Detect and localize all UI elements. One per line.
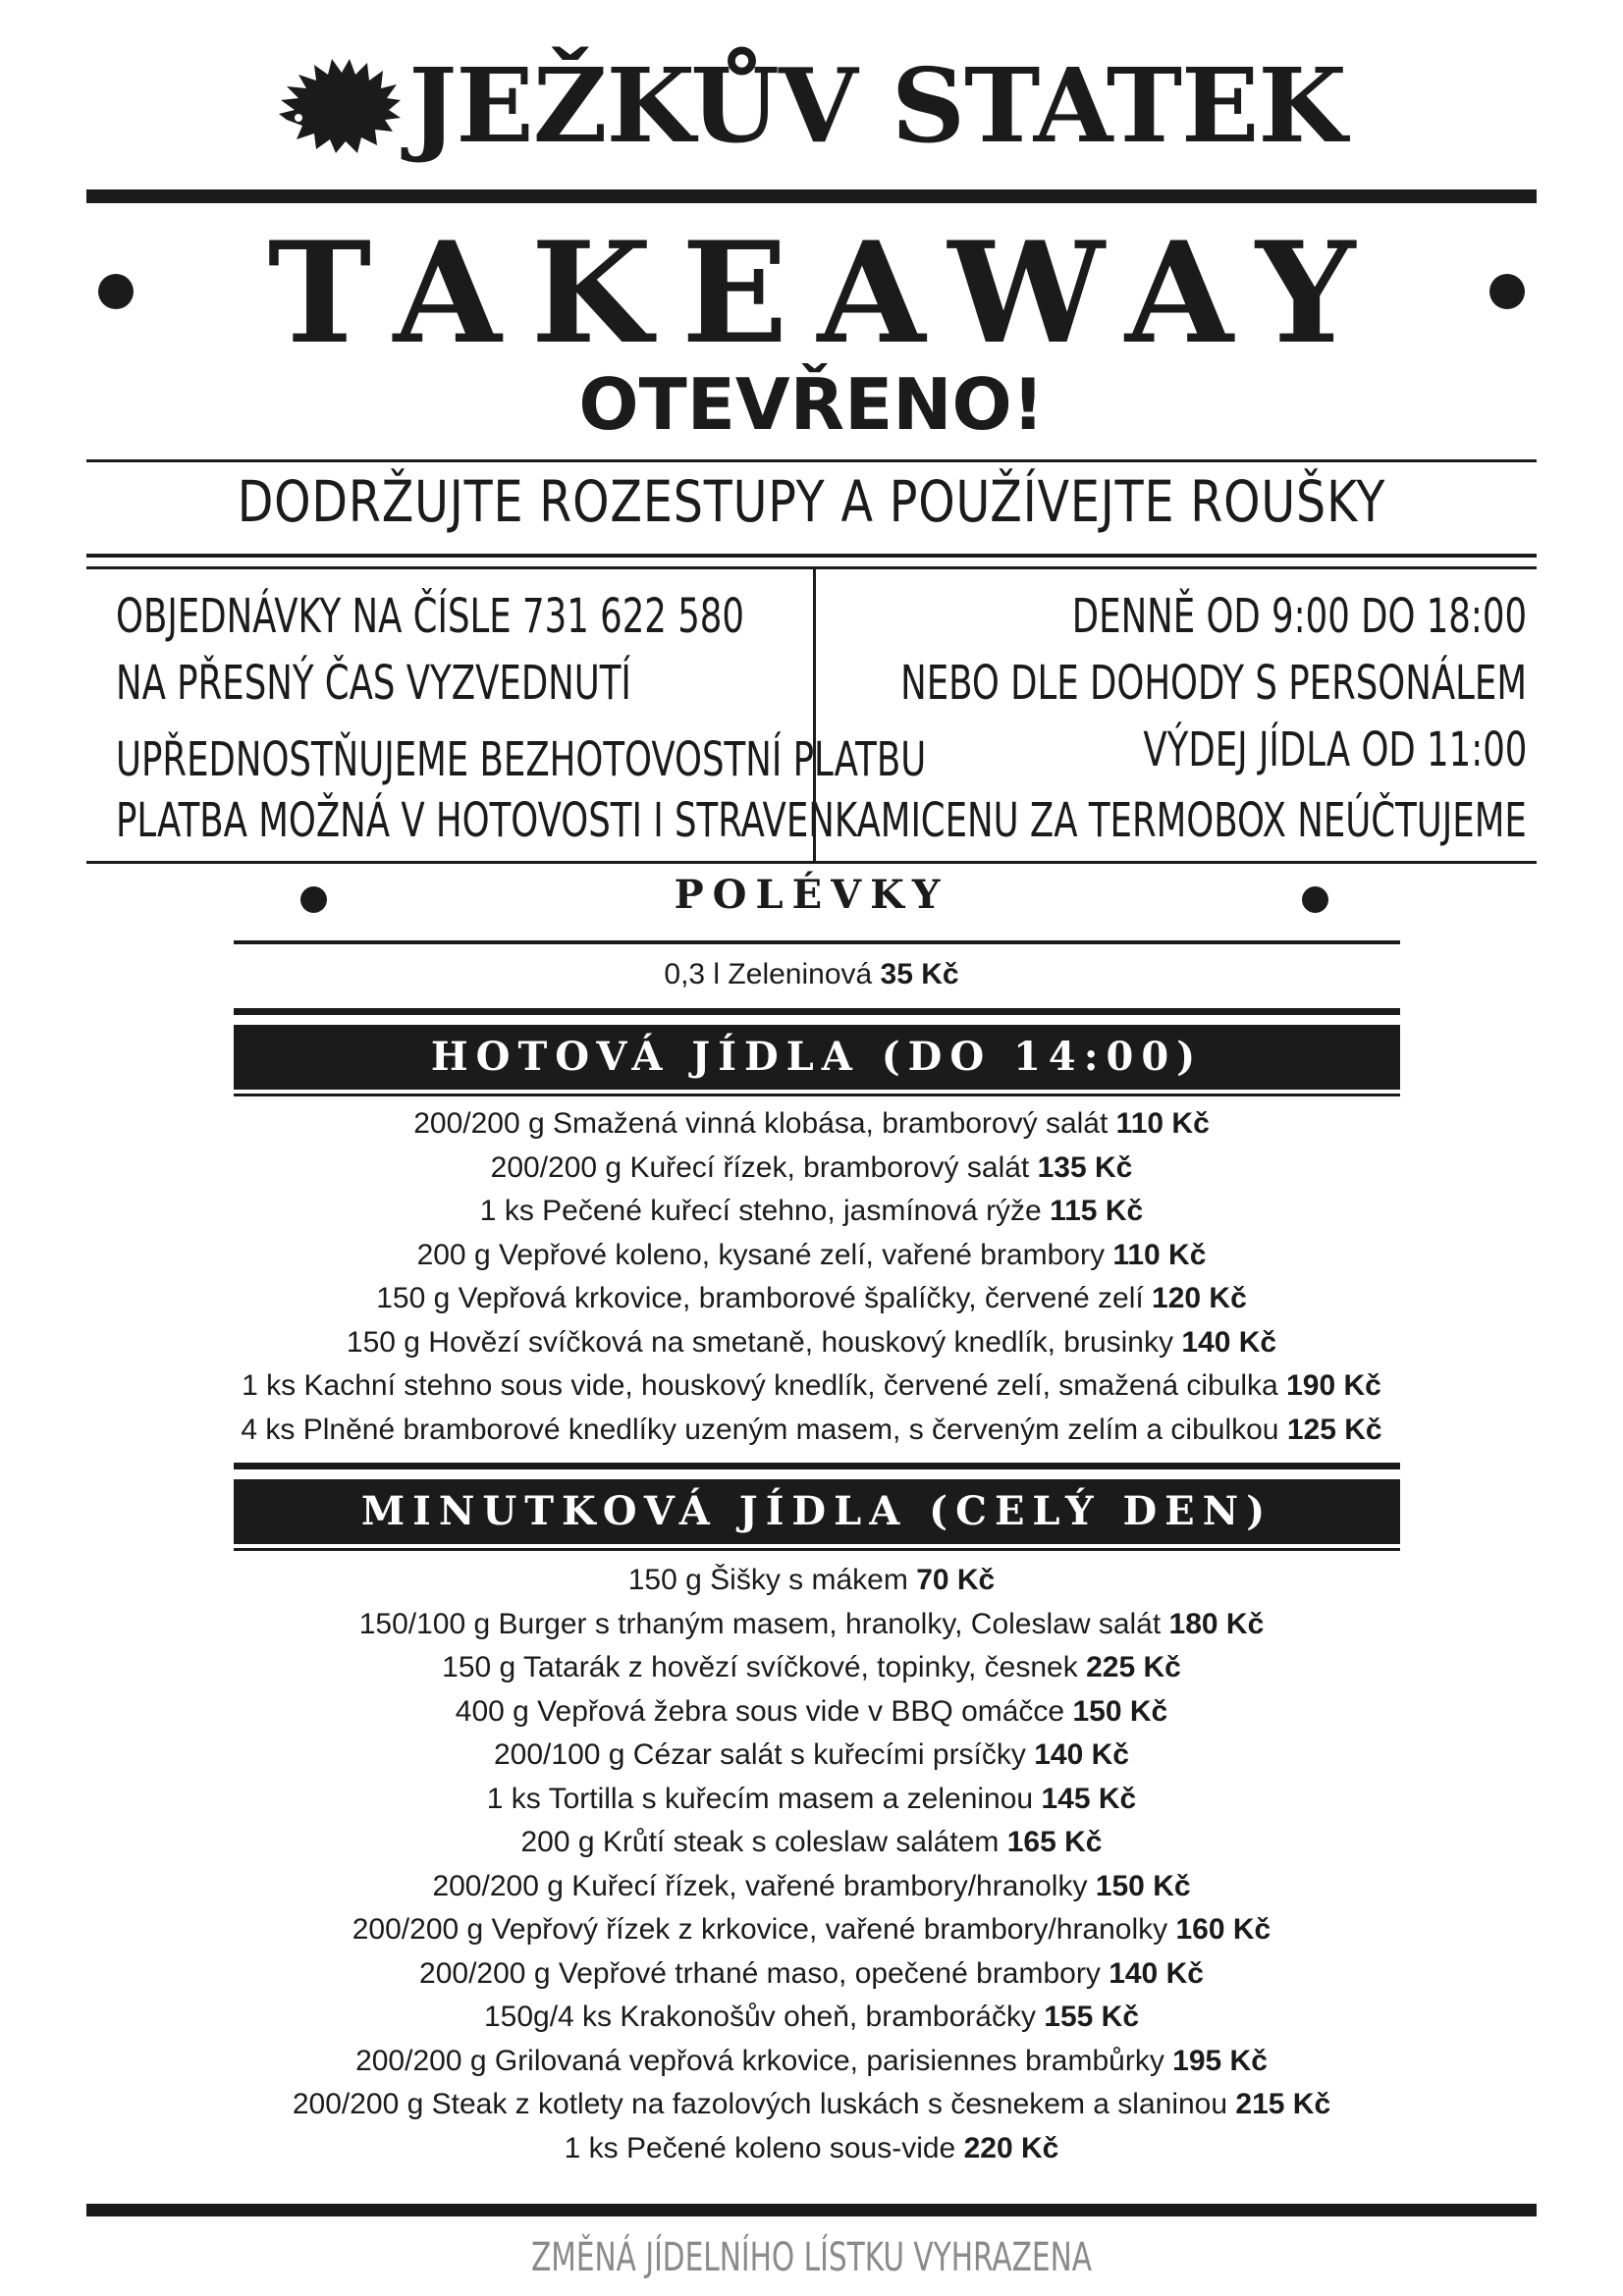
list-item: 200/200 g Smažená vinná klobása, bramborový salát 110 Kč (413, 1107, 1210, 1140)
phone-number[interactable]: 731 622 580 (522, 589, 744, 644)
ready-meals-header (234, 1025, 1400, 1090)
hours-line: DENNĚ OD 9:00 DO 18:00 (1071, 589, 1527, 644)
list-item: 4 ks Plněné bramborové knedlíky uzeným masem, s červeným zelím a cibulkou 125 Kč (241, 1413, 1382, 1446)
ready-meals-title: HOTOVÁ JÍDLA (DO 14:00) (430, 1034, 1204, 1080)
subheadline: OTEVŘENO! (578, 363, 1045, 446)
info-right (96, 0, 1623, 883)
thermobox-line: CENU ZA TERMOBOX NEÚČTUJEME (920, 793, 1527, 848)
headline: TAKEAWAY (267, 212, 1385, 375)
soups-rule (234, 940, 1400, 944)
list-item: 1 ks Pečené koleno sous-vide 220 Kč (564, 2131, 1059, 2164)
list-item: 150 g Šišky s mákem 70 Kč (627, 1564, 996, 1596)
agreement-line: NEBO DLE DOHODY S PERSONÁLEM (900, 656, 1527, 711)
list-item: 1 ks Pečené kuřecí stehno, jasmínová rýže 115 Kč (479, 1195, 1144, 1227)
minute-meals-bottom-rule (234, 1548, 1400, 1551)
bottom-rule (86, 2204, 1537, 2216)
list-item: 200/200 g Steak z kotlety na fazolových luskách s česnekem a slaninou 215 Kč (292, 2088, 1331, 2120)
minute-meals-header (234, 1479, 1400, 1544)
list-item: 200/200 g Kuřecí řízek, vařené brambory/hranolky 150 Kč (432, 1869, 1191, 1902)
list-item: 150/100 g Burger s trhaným masem, hranolky, Coleslaw salát 180 Kč (358, 1607, 1265, 1640)
list-item: 400 g Vepřová žebra sous vide v BBQ omáčce 150 Kč (455, 1694, 1168, 1728)
ready-meals-list (0, 1102, 1623, 1452)
ready-meals-bottom-rule (234, 1094, 1400, 1096)
pickup-line: NA PŘESNÝ ČAS VYZVEDNUTÍ (116, 656, 631, 711)
list-item: 200/200 g Vepřové trhané maso, opečené brambory 140 Kč (419, 1956, 1204, 1990)
notice: DODRŽUJTE ROZESTUPY A POUŽÍVEJTE ROUŠKY (237, 468, 1386, 535)
list-item: 200 g Vepřové koleno, kysané zelí, vařené brambory 110 Kč (416, 1238, 1207, 1271)
list-item: 150 g Vepřová krkovice, bramborové špalíčky, červené zelí 120 Kč (376, 1282, 1247, 1314)
list-item: 1 ks Tortilla s kuřecím masem a zeleninou 145 Kč (486, 1782, 1137, 1815)
list-item: 200/100 g Cézar salát s kuřecími prsíčky 140 Kč (494, 1738, 1129, 1771)
footer-note: ZMĚNÁ JÍDELNÍHO LÍSTKU VYHRAZENA (531, 2235, 1092, 2280)
list-item: 200/200 g Vepřový řízek z krkovice, vařené brambory/hranolky 160 Kč (352, 1913, 1271, 1946)
list-item: 200/200 g Kuřecí řízek, bramborový salát 135 Kč (490, 1150, 1133, 1184)
list-item: 0,3 l Zeleninová 35 Kč (664, 958, 959, 990)
cashless-line: UPŘEDNOSTŇUJEME BEZHOTOVOSTNÍ PLATBU (116, 732, 927, 787)
food-from-line: VÝDEJ JÍDLA OD 11:00 (1142, 722, 1527, 777)
minute-meals-top-rule (234, 1463, 1400, 1469)
soups-title: POLÉVKY (674, 872, 949, 918)
list-item: 150g/4 ks Krakonošův oheň, bramboráčky 155 Kč (483, 2001, 1140, 2033)
ready-meals-top-rule (234, 1008, 1400, 1015)
minute-meals-list (0, 1559, 1623, 2170)
list-item: 200/200 g Grilovaná vepřová krkovice, parisiennes brambůrky 195 Kč (355, 2044, 1268, 2077)
info-bottom-rule (86, 861, 1537, 864)
list-item: 150 g Hovězí svíčková na smetaně, houskový knedlík, brusinky 140 Kč (346, 1325, 1277, 1359)
minute-meals-title: MINUTKOVÁ JÍDLA (CELÝ DEN) (360, 1488, 1273, 1534)
phone-label: OBJEDNÁVKY NA ČÍSLE (116, 589, 512, 644)
cash-line: PLATBA MOŽNÁ V HOTOVOSTI I STRAVENKAMI (116, 793, 921, 848)
list-item: 200 g Krůtí steak s coleslaw salátem 165 Kč (520, 1826, 1103, 1858)
brand-name: JEŽKŮV STATEK (408, 45, 1346, 166)
soups-list (0, 953, 1623, 997)
list-item: 150 g Tatarák z hovězí svíčkové, topinky, česnek 225 Kč (442, 1651, 1181, 1683)
list-item: 1 ks Kachní stehno sous vide, houskový knedlík, červené zelí, smažená cibulka 190 Kč (242, 1369, 1381, 1402)
